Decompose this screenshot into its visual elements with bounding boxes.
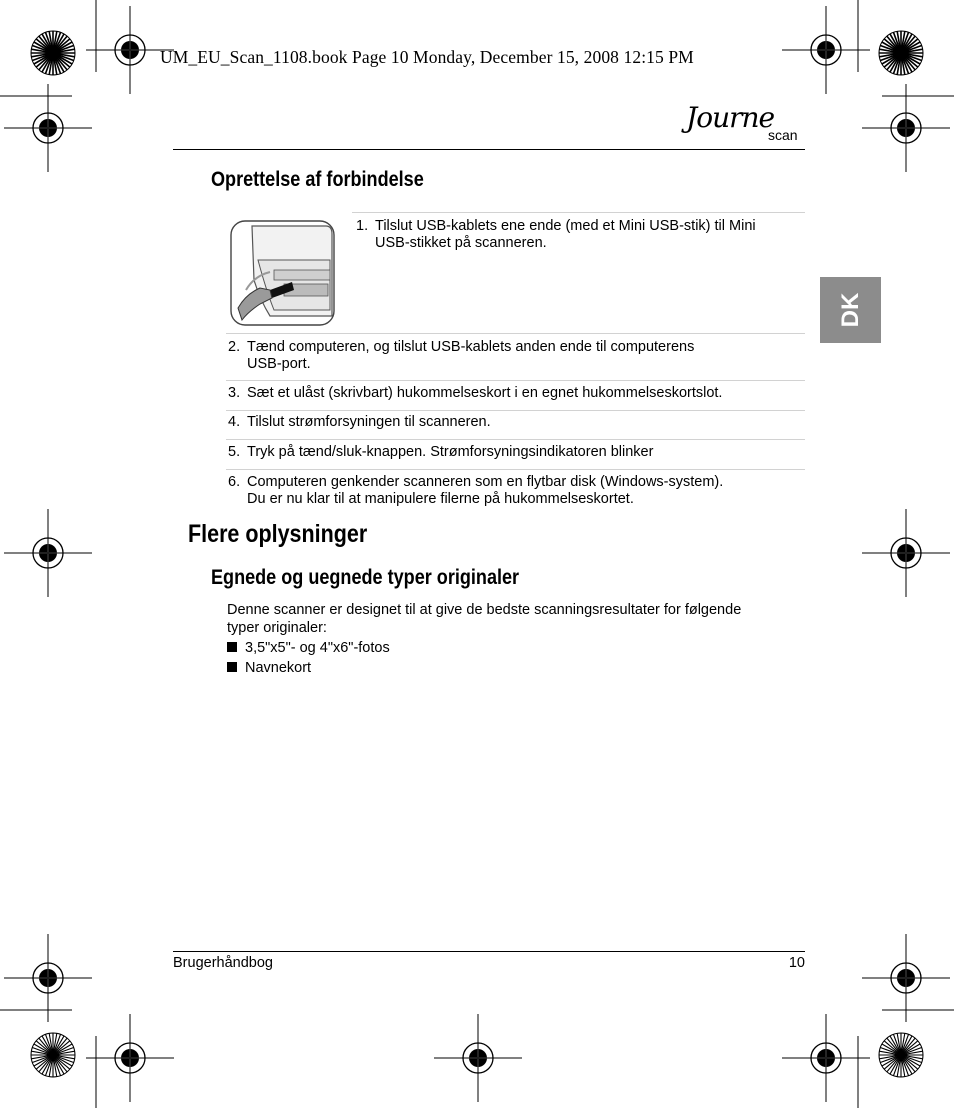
footer-title: Brugerhåndbog (173, 955, 273, 971)
table-rule (226, 333, 805, 334)
square-bullet-icon (227, 662, 237, 672)
step-number: 1. (356, 218, 369, 234)
step-text: Computeren genkender scanneren som en flytbar disk (Windows-system). Du er nu klar til at manipulere filerne på hukommelseskortet. (247, 474, 724, 507)
section-heading-connection: Oprettelse af forbindelse (211, 168, 424, 191)
step-number: 5. (228, 444, 241, 460)
footer-rule (173, 951, 805, 952)
intro-paragraph: Denne scanner er designet til at give de bedste scanningsresultater for følgende typer originaler: (227, 602, 742, 636)
star-target (879, 1033, 923, 1077)
table-rule (226, 410, 805, 411)
step-text: Tilslut strømforsyningen til scanneren. (247, 414, 491, 430)
step-text: Tilslut USB-kablets ene ende (med et Mini USB-stik) til Mini USB-stikket på scanneren. (375, 218, 756, 251)
table-rule (352, 212, 805, 213)
step-text: Sæt et ulåst (skrivbart) hukommelseskort i en egnet hukommelseskortslot. (247, 385, 723, 401)
table-rule (226, 380, 805, 381)
page-number: 10 (788, 955, 805, 971)
table-rule (226, 469, 805, 470)
star-targets (31, 31, 923, 1077)
language-tab-label: DK (836, 292, 864, 328)
star-target (31, 31, 75, 75)
table-rule (226, 439, 805, 440)
logo-subtext: scan (768, 127, 798, 143)
header-rule (173, 149, 805, 150)
step-number: 6. (228, 474, 241, 490)
step-number: 4. (228, 414, 241, 430)
print-header: UM_EU_Scan_1108.book Page 10 Monday, December 15, 2008 12:15 PM (160, 47, 694, 67)
logo-script: Journe (686, 101, 775, 134)
star-target (879, 31, 923, 75)
usb-cable-to-scanner-illustration (230, 220, 335, 326)
step-text: Tryk på tænd/sluk-knappen. Strømforsyningsindikatoren blinker (247, 444, 654, 460)
star-target (31, 1033, 75, 1077)
step-text: Tænd computeren, og tilslut USB-kablets anden ende til computerens USB-port. (247, 339, 695, 372)
list-item: 3,5"x5"- og 4"x6"-fotos (227, 639, 390, 657)
step-number: 2. (228, 339, 241, 355)
brand-logo (682, 103, 812, 151)
list-item: Navnekort (227, 659, 311, 677)
registration-marks (4, 6, 950, 1102)
step-number: 3. (228, 385, 241, 401)
language-tab (820, 277, 881, 343)
square-bullet-icon (227, 642, 237, 652)
section-heading-more-info: Flere oplysninger (188, 520, 368, 548)
subsection-heading-originals: Egnede og uegnede typer originaler (211, 566, 520, 589)
